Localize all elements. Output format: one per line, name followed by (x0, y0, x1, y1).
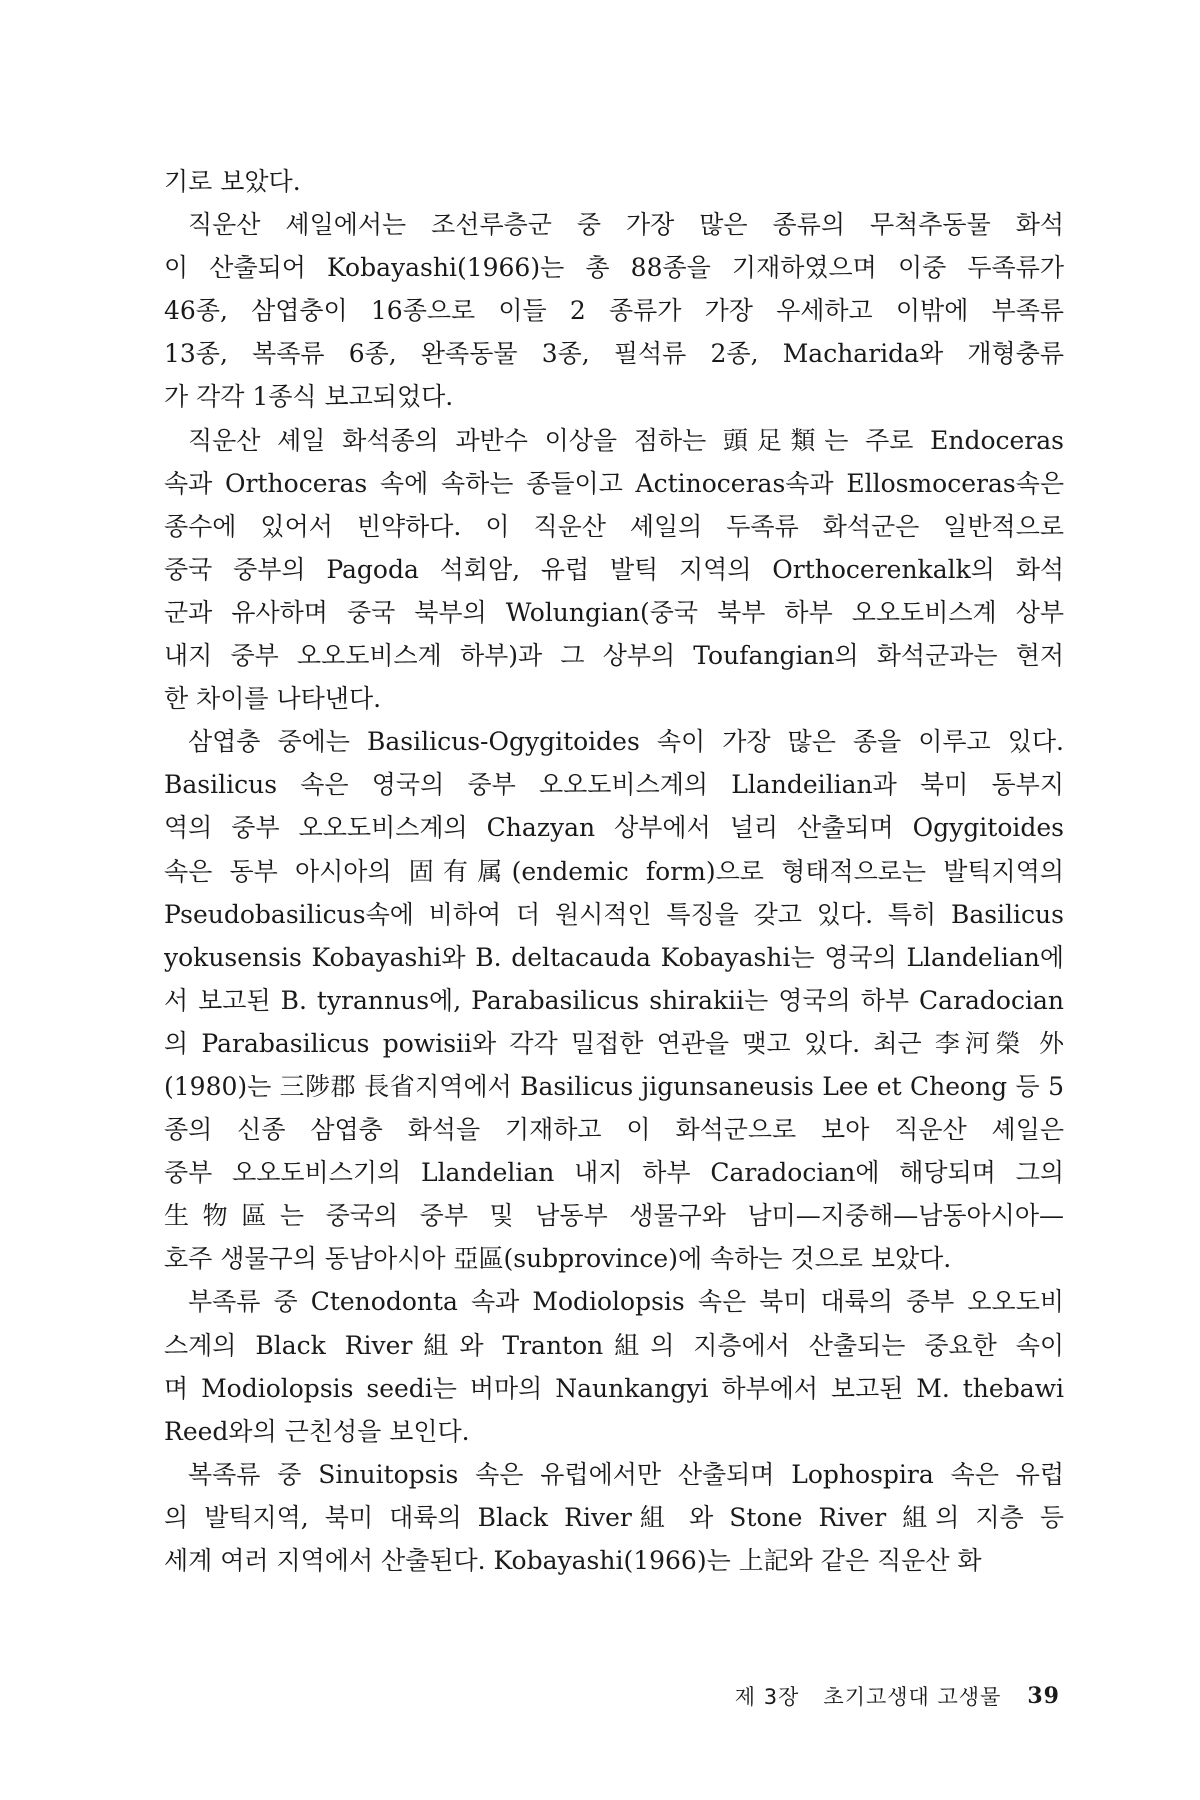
text-line: 이 산출되어 Kobayashi(1966)는 총 88종을 기재하였으며 이중 두족류가 (164, 253, 1064, 283)
text-line: 한 차이를 나타낸다. (164, 684, 382, 714)
text-line: 내지 중부 오오도비스계 하부)과 그 상부의 Toufangian의 화석군과는 현저 (164, 641, 1064, 671)
text-line: 세계 여러 지역에서 산출된다. Kobayashi(1966)는 上記와 같은 직운산 화 (164, 1546, 982, 1575)
text-line: 기로 보았다. (164, 167, 301, 196)
footer-chapter: 제 3장 (734, 1685, 800, 1709)
text-line: 중국 중부의 Pagoda 석회암, 유럽 발틱 지역의 Orthocerenkalk의 화석 (164, 554, 1064, 584)
text-line: 중부 오오도비스기의 Llandelian 내지 하부 Caradocian에 해당되며 그의 (164, 1158, 1064, 1188)
page-footer (660, 1678, 1060, 1714)
paragraph (164, 1280, 1064, 1452)
paragraph (164, 419, 1064, 721)
text-line: 13종, 복족류 6종, 완족동물 3종, 필석류 2종, Macharida와 개형충류 (164, 339, 1064, 369)
text-line: 속과 Orthoceras 속에 속하는 종들이고 Actinoceras속과 Ellosmoceras속은 (164, 468, 1064, 498)
text-line: Reed와의 근친성을 보인다. (164, 1416, 470, 1446)
text-line: 종수에 있어서 빈약하다. 이 직운산 셰일의 두족류 화석군은 일반적으로 (164, 511, 1064, 541)
text-line: 호주 생물구의 동남아시아 亞區(subprovince)에 속하는 것으로 보았다. (164, 1244, 952, 1274)
text-line: 속은 동부 아시아의 固有属(endemic form)으로 형태적으로는 발틱지역의 (164, 856, 1064, 886)
paragraph (164, 720, 1064, 1280)
paragraph (164, 203, 1064, 418)
text-line: 종의 신종 삼엽충 화석을 기재하고 이 화석군으로 보아 직운산 셰일은 (164, 1115, 1064, 1145)
text-line: 군과 유사하며 중국 북부의 Wolungian(중국 북부 하부 오오도비스계 상부 (164, 597, 1064, 627)
footer-title: 초기고생대 고생물 (823, 1685, 1002, 1709)
text-line: 삼엽충 중에는 Basilicus-Ogygitoides 속이 가장 많은 종을 이루고 있다. (188, 727, 1064, 757)
text-line: Basilicus 속은 영국의 중부 오오도비스계의 Llandeilian과 북미 동부지 (164, 770, 1064, 800)
text-line: 의 발틱지역, 북미 대륙의 Black River組 와 Stone River 組의 지층 등 (164, 1502, 1064, 1532)
page-number: 39 (1027, 1683, 1060, 1709)
text-line: 부족류 중 Ctenodonta 속과 Modiolopsis 속은 북미 대륙의 중부 오오도비 (188, 1287, 1064, 1317)
paragraph (164, 160, 1064, 203)
text-line: 며 Modiolopsis seedi는 버마의 Naunkangyi 하부에서 보고된 M. thebawi (164, 1373, 1064, 1403)
text-line: Pseudobasilicus속에 비하여 더 원시적인 특징을 갖고 있다. 특히 Basilicus (164, 899, 1064, 929)
text-line: 스계의 Black River組와 Tranton組의 지층에서 산출되는 중요한 속이 (164, 1330, 1064, 1360)
text-line: 직운산 셰일에서는 조선루층군 중 가장 많은 종류의 무척추동물 화석 (188, 210, 1064, 240)
text-line: 역의 중부 오오도비스계의 Chazyan 상부에서 널리 산출되며 Ogygitoides (164, 813, 1064, 843)
text-line: 복족류 중 Sinuitopsis 속은 유럽에서만 산출되며 Lophospira 속은 유럽 (188, 1459, 1064, 1489)
text-line: 46종, 삼엽충이 16종으로 이들 2 종류가 가장 우세하고 이밖에 부족류 (164, 296, 1064, 326)
text-line: (1980)는 三陟郡 長省지역에서 Basilicus jigunsaneusis Lee et Cheong 등 5 (164, 1071, 1064, 1101)
text-line: 의 Parabasilicus powisii와 각각 밀접한 연관을 맺고 있다. 최근 李河榮 外 (164, 1028, 1064, 1058)
text-line: yokusensis Kobayashi와 B. deltacauda Kobayashi는 영국의 Llandelian에 (164, 942, 1064, 972)
text-line: 직운산 셰일 화석종의 과반수 이상을 점하는 頭足類는 주로 Endoceras (188, 425, 1064, 455)
paragraph (164, 1453, 1064, 1582)
text-line: 生物區는 중국의 중부 및 남동부 생물구와 남미—지중해—남동아시아— (164, 1201, 1064, 1231)
body-text (164, 160, 1064, 1582)
text-line: 가 각각 1종식 보고되었다. (164, 382, 454, 412)
text-line: 서 보고된 B. tyrannus에, Parabasilicus shirakii는 영국의 하부 Caradocian (164, 985, 1064, 1015)
